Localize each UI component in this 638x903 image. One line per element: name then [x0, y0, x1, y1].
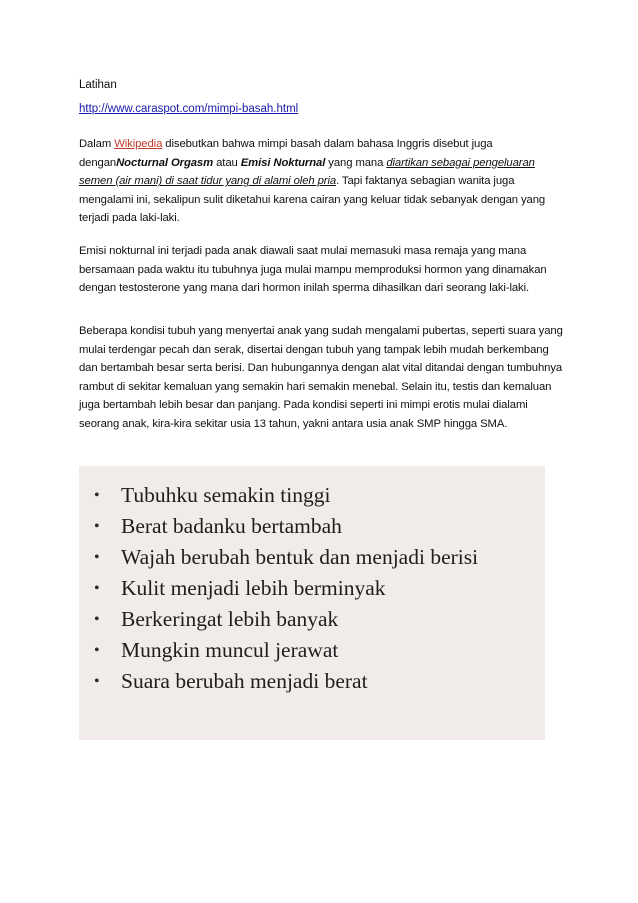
definition-text: diartikan sebagai pengeluaran semen (air mani) di saat tidur yang di alami oleh pria [79, 156, 535, 188]
bullet-icon: • [94, 580, 100, 597]
list-item [79, 604, 545, 635]
list-item-text: Suara berubah menjadi berat [121, 669, 368, 693]
p1-text-3: atau [213, 156, 241, 169]
p1-text-4: yang mana [325, 156, 387, 169]
bullet-icon: • [94, 487, 100, 504]
list-item [79, 635, 545, 666]
list-item-text: Berkeringat lebih banyak [121, 607, 339, 631]
p1-text-5: . Tapi faktanya sebagian wanita juga mengalami ini, sekalipun sulit diketahui karena cairan yang keluar tidak sebanyak dengan yang terjadi pada laki-laki. [79, 175, 546, 225]
list-item-text: Tubuhku semakin tinggi [121, 483, 331, 507]
list-item [79, 542, 545, 573]
bullet-icon: • [94, 642, 100, 659]
term-emisi-nokturnal: Emisi Nokturnal [240, 156, 326, 169]
puberty-signs-image [79, 466, 545, 740]
paragraph-emisi: Emisi nokturnal ini terjadi pada anak diawali saat mulai memasuki masa remaja yang mana bersamaan pada waktu itu tubuhnya juga mulai mampu memproduksi hormon yang dinamakan dengan testosterone yang mana dari hormon inilah sperma dihasilkan dari seorang laki-laki. [79, 245, 547, 295]
bullet-icon: • [94, 611, 100, 628]
list-item-text: Berat badanku bertambah [121, 514, 342, 538]
p1-text-2: disebutkan bahwa mimpi basah dalam bahasa Inggris disebut juga dengan [79, 138, 493, 169]
list-item-text: Wajah berubah bentuk dan menjadi berisi [121, 545, 479, 569]
list-item-text: Mungkin muncul jerawat [121, 638, 339, 662]
list-item [79, 666, 545, 697]
list-item [79, 511, 545, 542]
paragraph-pubertas: Beberapa kondisi tubuh yang menyertai anak yang sudah mengalami pubertas, seperti suara yang mulai terdengar pecah dan serak, disertai dengan tubuh yang tampak lebih mudah berkembang dan bertambah besar serta berisi. Dan hubungannya dengan alat vital ditandai dengan tumbuhnya rambut di sekitar kemaluan yang semakin hari semakin menebal. Selain itu, testis dan kemaluan juga bertambah lebih besar dan panjang. Pada kondisi seperti ini mimpi erotis mulai dialami seorang anak, kira-kira sekitar usia 13 tahun, yakni antara usia anak SMP hingga SMA. [79, 325, 563, 430]
term-nocturnal-orgasm: Nocturnal Orgasm [116, 156, 214, 169]
bullet-icon: • [94, 673, 100, 690]
puberty-signs-list [79, 480, 545, 697]
paragraph-wiki [79, 135, 564, 228]
list-item [79, 480, 545, 511]
bullet-icon: • [94, 518, 100, 535]
page-heading: Latihan [79, 79, 117, 91]
bullet-icon: • [94, 549, 100, 566]
p1-text-1: Dalam [79, 138, 115, 150]
wikipedia-link[interactable]: Wikipedia [114, 138, 163, 150]
list-item [79, 573, 545, 604]
list-item-text: Kulit menjadi lebih berminyak [121, 576, 386, 600]
source-link[interactable]: http://www.caraspot.com/mimpi-basah.html [79, 103, 299, 115]
